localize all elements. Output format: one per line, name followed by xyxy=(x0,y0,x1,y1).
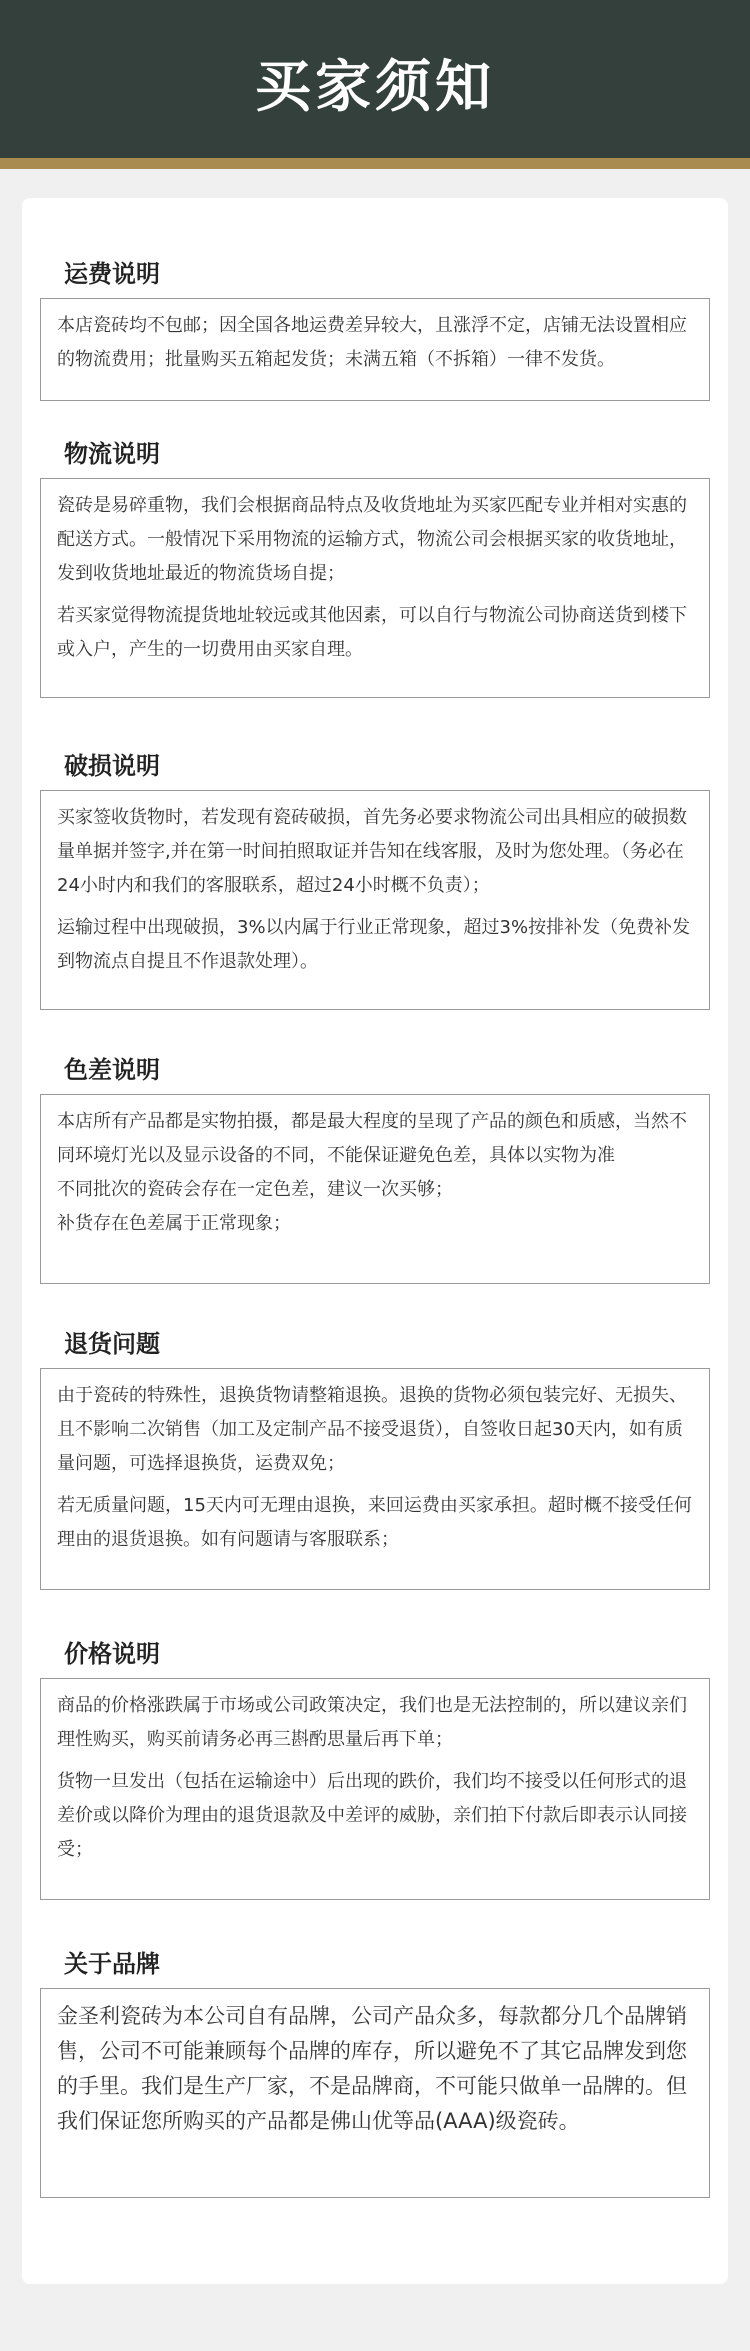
section-paragraph: 运输过程中出现破损，3%以内属于行业正常现象，超过3%按排补发（免费补发到物流点自提且不作退款处理）。 xyxy=(57,917,691,972)
section-title: 价格说明 xyxy=(64,1640,160,1668)
section-paragraph: 若无质量问题，15天内可无理由退换，来回运费由买家承担。超时概不接受任何理由的退货退换。如有问题请与客服联系； xyxy=(57,1495,692,1550)
section-content-box xyxy=(40,1368,710,1590)
section-pricing xyxy=(40,1638,710,1900)
section-paragraph: 不同批次的瓷砖会存在一定色差，建议一次买够； xyxy=(57,1179,453,1200)
section-paragraph: 瓷砖是易碎重物，我们会根据商品特点及收货地址为买家匹配专业并相对实惠的配送方式。一般情况下采用物流的运输方式，物流公司会根据买家的收货地址，发到收货地址最近的物流货场自提； xyxy=(57,495,687,584)
section-title: 物流说明 xyxy=(64,440,160,468)
header-accent-bar xyxy=(0,158,750,169)
section-paragraph: 补货存在色差属于正常现象； xyxy=(57,1213,291,1234)
section-color-difference xyxy=(40,1054,710,1284)
section-content-box xyxy=(40,1678,710,1900)
section-content-box xyxy=(40,298,710,401)
section-paragraph: 若买家觉得物流提货地址较远或其他因素，可以自行与物流公司协商送货到楼下或入户，产生的一切费用由买家自理。 xyxy=(57,605,687,660)
page-header xyxy=(0,0,750,158)
section-logistics xyxy=(40,438,710,698)
section-title: 退货问题 xyxy=(64,1330,160,1358)
section-paragraph: 商品的价格涨跌属于市场或公司政策决定，我们也是无法控制的，所以建议亲们理性购买，购买前请务必再三斟酌思量后再下单； xyxy=(57,1695,687,1750)
section-title: 关于品牌 xyxy=(64,1950,160,1978)
section-paragraph: 本店瓷砖均不包邮；因全国各地运费差异较大，且涨浮不定，店铺无法设置相应的物流费用；批量购买五箱起发货；未满五箱（不拆箱）一律不发货。 xyxy=(57,315,687,370)
section-brand xyxy=(40,1948,710,2198)
section-returns xyxy=(40,1328,710,1590)
section-shipping-fee xyxy=(40,258,710,401)
section-paragraph: 由于瓷砖的特殊性，退换货物请整箱退换。退换的货物必须包装完好、无损失、且不影响二次销售（加工及定制产品不接受退货），自签收日起30天内，如有质量问题，可选择退换货，运费双免； xyxy=(57,1385,687,1474)
section-content-box xyxy=(40,1094,710,1284)
section-title: 运费说明 xyxy=(64,260,160,288)
notice-card xyxy=(22,198,728,2284)
section-paragraph: 货物一旦发出（包括在运输途中）后出现的跌价，我们均不接受以任何形式的退差价或以降价为理由的退货退款及中差评的威胁，亲们拍下付款后即表示认同接受； xyxy=(57,1771,687,1860)
section-content-box xyxy=(40,478,710,698)
section-content-box xyxy=(40,790,710,1010)
section-paragraph: 本店所有产品都是实物拍摄，都是最大程度的呈现了产品的颜色和质感，当然不同环境灯光以及显示设备的不同，不能保证避免色差，具体以实物为准 xyxy=(57,1111,687,1166)
section-damage xyxy=(40,750,710,1010)
page-title: 买家须知 xyxy=(255,55,495,120)
section-title: 色差说明 xyxy=(64,1056,160,1084)
section-title: 破损说明 xyxy=(64,752,160,780)
section-paragraph: 买家签收货物时，若发现有瓷砖破损，首先务必要求物流公司出具相应的破损数量单据并签字,并在第一时间拍照取证并告知在线客服，及时为您处理。（务必在24小时内和我们的客服联系，超过24小时概不负责）； xyxy=(57,807,687,896)
section-content-box xyxy=(40,1988,710,2198)
section-paragraph: 金圣利瓷砖为本公司自有品牌，公司产品众多，每款都分几个品牌销售，公司不可能兼顾每个品牌的库存，所以避免不了其它品牌发到您的手里。我们是生产厂家，不是品牌商，不可能只做单一品牌的。但我们保证您所购买的产品都是佛山优等品(AAA)级瓷砖。 xyxy=(57,2004,687,2133)
